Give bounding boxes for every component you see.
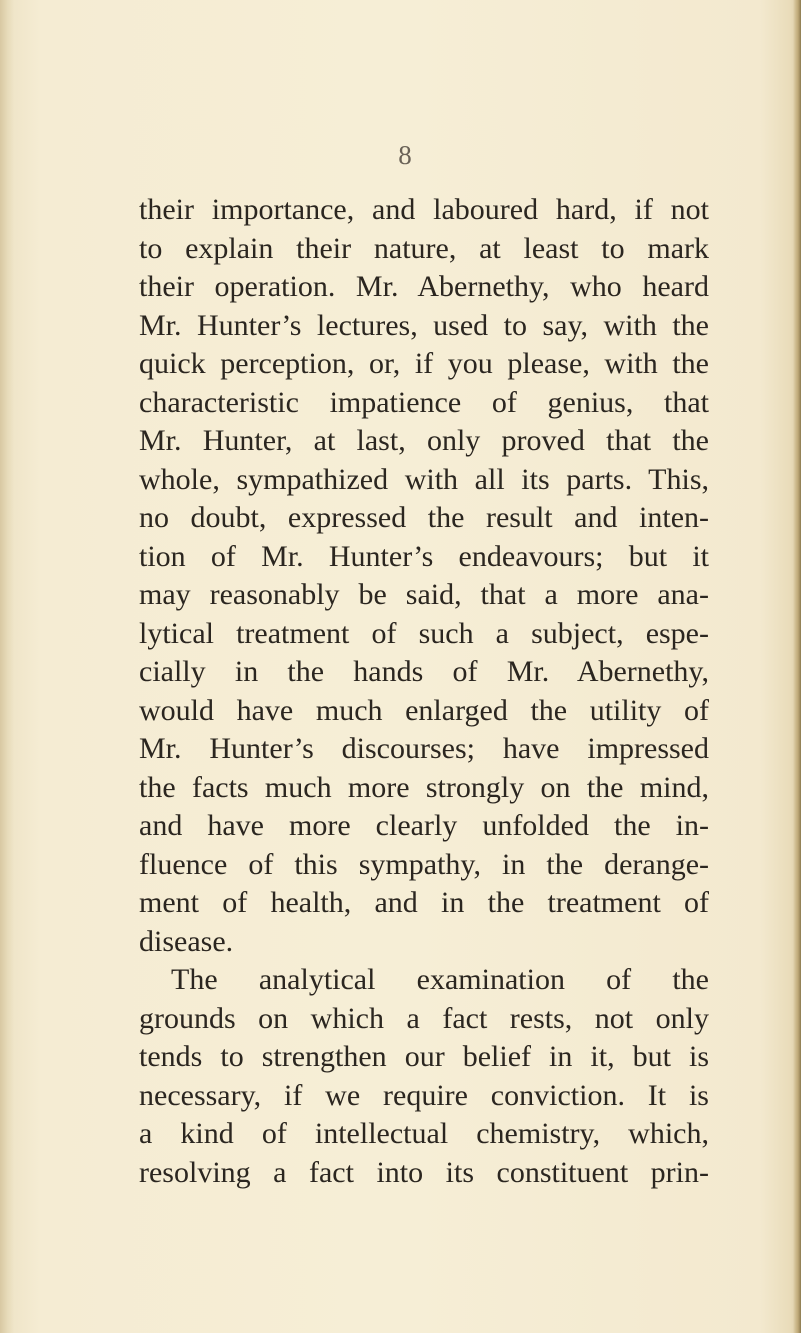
text-line: necessary, if we require conviction. It is (139, 1078, 709, 1112)
text-line: fluence of this sympathy, in the derange- (139, 847, 709, 881)
text-line: Mr. Hunter, at last, only proved that the (139, 424, 709, 457)
text-line: disease. (139, 924, 234, 958)
text-line: ment of health, and in the treatment of (139, 886, 709, 919)
text-line: tends to strengthen our belief in it, but is (139, 1040, 709, 1073)
body-text (139, 191, 709, 1192)
text-line: lytical treatment of such a subject, espe- (139, 616, 709, 650)
text-line: may reasonably be said, that a more ana- (139, 578, 709, 611)
text-line: the facts much more strongly on the mind, (139, 770, 709, 804)
text-line: no doubt, expressed the result and inten- (139, 501, 709, 534)
text-line: Mr. Hunter’s lectures, used to say, with the (139, 308, 709, 342)
text-line: to explain their nature, at least to mark (139, 231, 709, 265)
text-line: cially in the hands of Mr. Abernethy, (139, 655, 709, 688)
text-line: their importance, and laboured hard, if not (139, 193, 709, 226)
text-line: Mr. Hunter’s discourses; have impressed (139, 732, 709, 765)
binding-gutter (0, 0, 14, 1333)
text-line: grounds on which a fact rests, not only (139, 1001, 709, 1035)
text-line: a kind of intellectual chemistry, which, (139, 1117, 709, 1150)
text-line: would have much enlarged the utility of (139, 693, 709, 727)
page-number: 8 (398, 140, 412, 170)
text-line: The analytical examination of the (171, 963, 709, 996)
text-line: resolving a fact into its constituent prin- (139, 1155, 709, 1189)
text-line: tion of Mr. Hunter’s endeavours; but it (139, 539, 709, 573)
page-edge (793, 0, 801, 1333)
text-line: their operation. Mr. Abernethy, who heard (139, 270, 709, 303)
text-line: whole, sympathized with all its parts. This, (139, 462, 709, 496)
text-line: and have more clearly unfolded the in- (139, 809, 709, 842)
text-line: quick perception, or, if you please, with the (139, 347, 709, 380)
text-line: characteristic impatience of genius, that (139, 385, 709, 419)
